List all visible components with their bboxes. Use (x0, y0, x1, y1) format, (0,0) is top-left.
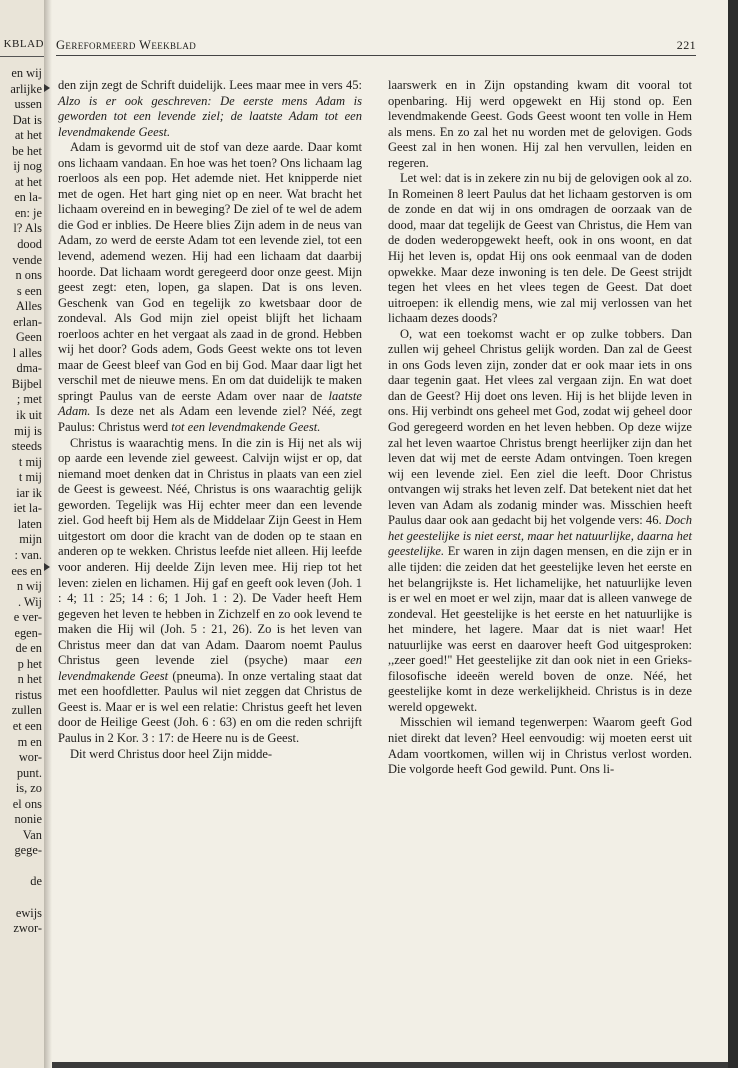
facing-line: ussen (14, 97, 42, 112)
paragraph: den zijn zegt de Schrift duidelijk. Lees maar mee in vers 45: Alzo is er ook geschreven: De eerste mens Adam is geworden tot een levende ziel; de laatste Adam tot een levendmakende Geest. (58, 78, 362, 139)
book-gutter (44, 0, 52, 1068)
facing-line: et een (12, 718, 42, 733)
facing-line: Alles (15, 299, 42, 314)
facing-line: zwor- (13, 921, 42, 936)
facing-line: de en (15, 641, 42, 656)
facing-line: ewijs (15, 905, 42, 920)
facing-line: : van. (14, 547, 42, 562)
facing-page-header: KBLAD (3, 38, 44, 50)
paragraph: Dit werd Christus door heel Zijn midde- (70, 746, 273, 761)
facing-line: de (30, 874, 42, 889)
page-number: 221 (676, 38, 696, 52)
facing-line: en wij (11, 66, 42, 80)
facing-line: dood (17, 237, 42, 252)
page (52, 0, 728, 1062)
facing-line: be het (12, 143, 42, 158)
facing-line: Van (22, 827, 42, 842)
facing-line: is, zo (15, 781, 42, 796)
facing-line: punt. (16, 765, 42, 780)
column-left (58, 78, 362, 762)
facing-line: m en (17, 734, 42, 749)
facing-line: s een (16, 283, 42, 298)
facing-line: l? Als (13, 221, 42, 236)
facing-line: ; met (16, 392, 42, 407)
facing-line: ij nog (13, 159, 42, 174)
facing-line: p het (17, 656, 42, 671)
facing-line: en la- (14, 190, 42, 205)
facing-line: t mij (18, 454, 42, 469)
facing-line: laten (17, 516, 42, 531)
paragraph: Adam is gevormd uit de stof van deze aarde. Daar komt ons lichaam vandaan. En hoe was het toen? Ons lichaam lag roerloos als een pop. Het ademde niet. Het knipperde niet met de ogen. Het hart ging niet op en neer. Wat bracht het lichaam overeind en in beweging? De ziel of te wel de adem die God er inblies. De Heere blies Zijn adem in de neus van Adam, zo werd de eerste Adam tot een levende ziel, tot een levend, ademend wezen. Hij had een lichaam dat daarbij hoorde. Dat lichaam wordt geregeerd door onze geest. Mijn geest zegt: eten, lopen, ga slapen. Dat is ons leven. Geschenk van God en tegelijk zo kwetsbaar door de zondeval. Als God mijn ziel opeist blijft het lichaam roerloos achter en het vergaat als zaad in de grond. Hebben wij het door? Gods adem, Gods Geest wekte ons tot leven maar de Geest bleef van God en bij God. Maar daar ligt het verschil met de nieuwe mens. En om dat duidelijk te maken springt Paulus van de eerste Adam over naar de laatste Adam. Is deze net als Adam een levende ziel? Néé, zegt Paulus: Christus werd tot een levendmakende Geest. (58, 140, 362, 435)
paragraph: O, wat een toekomst wacht er op zulke tobbers. Dan zullen wij geheel Christus gelijk worden. Dan zal de Geest in ons Gods leven zijn, zonder dat er ook maar iets in ons daar tegenin gaat. Het vlees zal vergaan zijn. En wat doet dan de Geest? Hij doet ons leven. Hij is het blijde leven in ons. Hij verbindt ons geheel met God, zodat wij geheel door God geregeerd worden en het leven hebben. Op deze wijze zal het leven waartoe Christus brengt heerlijker zijn dan het leven dat wij met de eerste Adam ontvingen. Toen kregen wij een levende ziel. Een ziel die leeft. Door Christus ontvangen wij straks het leven zelf. Dat betekent niet dat het leven van Adam als zodanig minder was. Misschien heeft Paulus daar ook aan gedacht bij het volgende vers: 46. Doch het geestelijke is niet eerst, maar het natuurlijke, daarna het geestelijke. Er waren in zijn dagen mensen, en die zijn er in alle tijden: die zeiden dat het geestelijke leven het eerste en het belangrijkste is. Het lichamelijke, het natuurlijke leven is er wel en moet er wel zijn, maar dat is alleen vanwege de zondeval. Het geestelijke is het eerste en het natuurlijke is het mindere, het lagere. Maar dat is niet waar! Het natuurlijke was eerst en daarover heeft God uitgesproken: ,,zeer goed!'' Het geestelijke zit dan ook niet in een Grieks-filosofische ideeën wereld boven de onze. Néé, het geestelijke komt in deze werkelijkheid. Christus is in deze wereld opgewekt. (388, 326, 692, 714)
facing-line: n het (17, 672, 42, 687)
paragraph: Misschien wil iemand tegenwerpen: Waarom geeft God niet direkt dat leven? Heel eenvoudig: wij moeten eerst uit Adam voortkomen, willen wij in Christus verlost worden. Die volgorde heeft God gewild. Punt. Ons li- (388, 715, 692, 777)
facing-line: l alles (12, 345, 42, 360)
facing-line: gege- (14, 843, 42, 858)
facing-line: el ons (12, 796, 42, 811)
facing-line: dma- (16, 361, 42, 376)
facing-line: ik uit (16, 408, 42, 423)
page-edge (728, 0, 738, 1068)
facing-line: . Wij (17, 594, 42, 609)
facing-line: ristus (15, 687, 42, 702)
facing-line: n ons (15, 268, 42, 283)
facing-line: vende (12, 252, 42, 267)
facing-line: erlan- (13, 314, 42, 329)
facing-line (0, 890, 42, 906)
column-right (388, 78, 692, 778)
facing-line: iet la- (13, 501, 42, 516)
facing-line: mijn (19, 532, 42, 547)
paragraph: Christus is waarachtig mens. In die zin is Hij net als wij op aarde een levende ziel geweest. Calvijn wijst er op, dat niemand moet denken dat in Christus in plaats van een ziel de Geest is geweest. Néé, Christus is ons waarachtig gelijk geworden. Tegelijk was Hij echter meer dan een levende ziel. God heeft bij Hem als de Middelaar Zijn Geest in Hem uitgestort om door die kracht van de doden op te staan en anderen op te wekken. Christus leefde niet alleen. Hij leefde voor anderen. Hij deelde Zijn leven mee. Hij riep tot het leven: zielen en lichamen. Hij gaf en geeft ook leven (Joh. 1 : 4; 11 : 25; 14 : 6; 1 Joh. 1 : 2). De Vader heeft Hem gegeven het leven te hebben in Zichzelf en zo ook levend te maken die Hij wil (Joh. 5 : 21, 26). Zo is het leven van Christus meer dan dat van Adam. Daarom noemt Paulus Christus geen levende ziel (psyche) maar een levendmakende Geest (pneuma). In onze vertaling staat dat met een hoofdletter. Paulus wil niet zeggen dat Christus de Geest is. Maar er is wel een relatie: Christus geeft het leven door de Heilige Geest (Joh. 6 : 63) en om die reden schrijft Paulus in 2 Kor. 3 : 17: de Heere nu is de Geest. (58, 435, 362, 745)
facing-line (0, 859, 42, 875)
facing-line: arlijke (10, 81, 42, 96)
facing-line: en: je (14, 205, 42, 220)
facing-line: n wij (16, 579, 42, 594)
facing-line: nonie (14, 812, 42, 827)
facing-page (0, 0, 44, 1068)
facing-page-text (0, 66, 42, 937)
publication-title: Gereformeerd Weekblad (56, 38, 197, 52)
facing-line: mij is (14, 423, 42, 438)
facing-line: e ver- (13, 610, 42, 625)
margin-marker-icon (44, 563, 50, 571)
header-rule (56, 55, 696, 56)
facing-header-rule (0, 56, 44, 57)
facing-line: Geen (15, 330, 42, 345)
facing-line: at het (14, 174, 42, 189)
facing-line: Bijbel (11, 376, 42, 391)
facing-line: egen- (14, 625, 42, 640)
paragraph: laarswerk en in Zijn opstanding kwam dit vooral tot openbaring. Hij werd opgewekt en Hij stond op. Een levendmakende Geest. Gods Geest woont ten volle in Hem als mens. En zo zal het nu worden met de gelovigen. Gods Geest zal in hen wonen. Hij zal hen vervullen, leiden en regeren. (388, 78, 692, 170)
facing-line: Dat is (12, 112, 42, 127)
facing-line: zullen (11, 703, 42, 718)
facing-line: t mij (18, 470, 42, 485)
margin-marker-icon (44, 84, 50, 92)
facing-line: steeds (11, 439, 42, 454)
facing-line: at het (14, 128, 42, 143)
facing-line: wor- (18, 750, 42, 765)
facing-line: iar ik (16, 485, 42, 500)
facing-line: ees en (11, 563, 42, 578)
paragraph: Let wel: dat is in zekere zin nu bij de gelovigen ook al zo. In Romeinen 8 leert Paulus dat het lichaam gestorven is om de zonde en dat wij in ons omdragen de oorzaak van de dood, maar dat tegelijk de Geest van Christus, die Hem van de doden wederopgewekt heeft, ook in ons woont, en dat Hij het leven is, opdat Hij ons ook eenmaal van de doden opwekke. Maar deze inwoning is ten dele. De Geest strijdt tegen het vlees en het vlees tegen de Geest. Dat doet uitroepen: ik ellendig mens, wie zal mij verlossen van het lichaam dezes doods? (388, 171, 692, 326)
